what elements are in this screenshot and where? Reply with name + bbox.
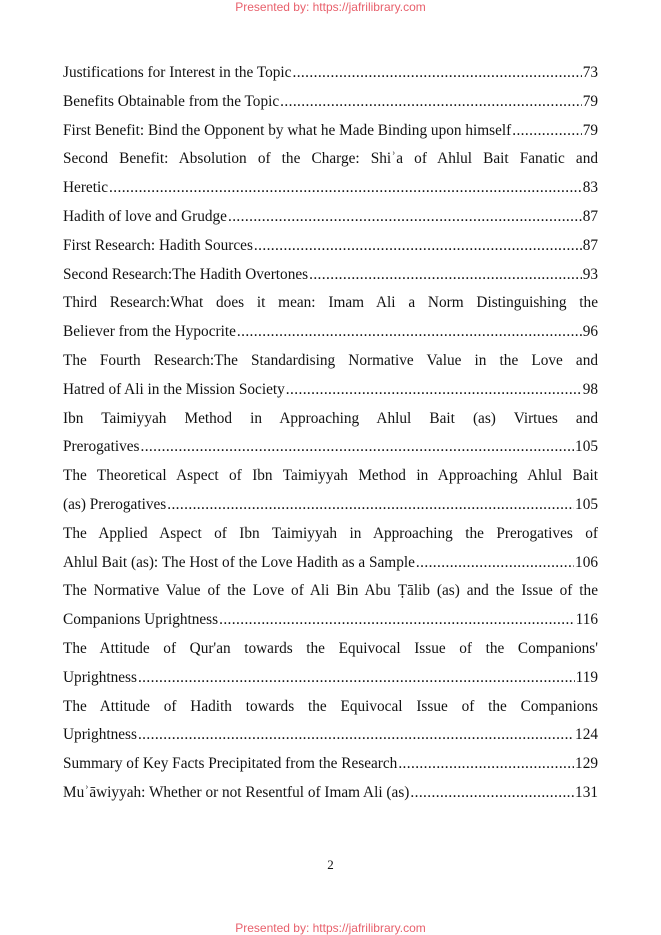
toc-entry-title: Second Research:The Hadith Overtones <box>63 265 309 283</box>
toc-entry[interactable] <box>63 577 598 635</box>
toc-entry-title: Benefits Obtainable from the Topic <box>63 92 280 110</box>
dot-leader <box>309 261 582 290</box>
toc-entry-page-number[interactable]: 96 <box>582 323 598 341</box>
dot-leader <box>280 88 582 117</box>
dot-leader <box>292 59 581 88</box>
dot-leader <box>410 779 574 808</box>
toc-entry[interactable] <box>63 635 598 693</box>
toc-entry[interactable] <box>63 750 598 779</box>
toc-entry-leader-line <box>63 721 598 750</box>
toc-entry-leader-line <box>63 491 598 520</box>
toc-entry-title-line: Third Research:What does it mean: Imam Ali a Norm Distinguishing the <box>63 294 598 312</box>
toc-entry-leader-line <box>63 232 598 261</box>
toc-entry-leader-line <box>63 261 598 290</box>
toc-entry-title: Heretic <box>63 179 109 197</box>
toc-entry-leader-line <box>63 174 598 203</box>
dot-leader <box>109 174 582 203</box>
toc-entry-leader-line <box>63 779 598 808</box>
toc-entry-leader-line <box>63 750 598 779</box>
toc-entry[interactable] <box>63 117 598 146</box>
dot-leader <box>167 491 574 520</box>
toc-entry-page-number[interactable]: 116 <box>575 611 598 629</box>
toc-entry-leader-line <box>63 117 598 146</box>
toc-entry-page-number[interactable]: 124 <box>575 726 598 744</box>
toc-entry-title: Muʾāwiyyah: Whether or not Resentful of Imam Ali (as) <box>63 783 410 801</box>
toc-entry-page-number[interactable]: 87 <box>582 236 598 254</box>
page-number: 2 <box>327 857 334 872</box>
toc-entry[interactable] <box>63 289 598 347</box>
toc-entry-page-number[interactable]: 79 <box>582 92 598 110</box>
dot-leader <box>512 117 581 146</box>
toc-entry[interactable] <box>63 779 598 808</box>
toc-entry-leader-line <box>63 376 598 405</box>
dot-leader <box>219 606 575 635</box>
toc-entry-title: Hatred of Ali in the Mission Society <box>63 380 285 398</box>
toc-entry-leader-line <box>63 664 598 693</box>
toc-entry[interactable] <box>63 88 598 117</box>
watermark-footer: Presented by: https://jafrilibrary.com <box>235 921 426 935</box>
toc-entry-title-line: The Fourth Research:The Standardising Normative Value in the Love and <box>63 351 598 369</box>
toc-entry-leader-line <box>63 549 598 578</box>
toc-entry[interactable] <box>63 59 598 88</box>
toc-entry-title: Companions Uprightness <box>63 611 219 629</box>
toc-entry[interactable] <box>63 232 598 261</box>
toc-entry[interactable] <box>63 520 598 578</box>
toc-entry-title: Prerogatives <box>63 438 140 456</box>
toc-entry-title: (as) Prerogatives <box>63 495 167 513</box>
toc-entry-page-number[interactable]: 105 <box>575 438 598 456</box>
toc-entry-leader-line <box>63 606 598 635</box>
toc-entry-title: Justifications for Interest in the Topic <box>63 64 292 81</box>
toc-entry-page-number[interactable]: 119 <box>575 668 598 686</box>
watermark-header: Presented by: https://jafrilibrary.com <box>235 0 426 14</box>
toc-entry-page-number[interactable]: 105 <box>575 495 598 513</box>
toc-entry[interactable] <box>63 462 598 520</box>
toc-entry-page-number[interactable]: 93 <box>582 265 598 283</box>
toc-entry-page-number[interactable]: 98 <box>582 380 598 398</box>
toc-entry-title: Believer from the Hypocrite <box>63 323 236 341</box>
toc-entry-title: Uprightness <box>63 668 137 686</box>
dot-leader <box>138 664 575 693</box>
toc-entry-title: Uprightness <box>63 726 137 744</box>
toc-entry-title-line: The Normative Value of the Love of Ali Bin Abu Ṭālib (as) and the Issue of the <box>63 582 598 600</box>
toc-entry-title-line: Ibn Taimiyyah Method in Approaching Ahlul Bait (as) Virtues and <box>63 409 598 427</box>
toc-entry-leader-line <box>63 203 598 232</box>
toc-entry-page-number[interactable]: 73 <box>582 64 598 81</box>
toc-entry-title: First Research: Hadith Sources <box>63 236 253 254</box>
toc-entry-page-number[interactable]: 83 <box>582 179 598 197</box>
toc-entry-title-line: The Theoretical Aspect of Ibn Taimiyyah Method in Approaching Ahlul Bait <box>63 467 598 485</box>
toc-entry-leader-line <box>63 88 598 117</box>
toc-entry[interactable] <box>63 405 598 463</box>
dot-leader <box>254 232 582 261</box>
toc-entry-leader-line <box>63 433 598 462</box>
dot-leader <box>237 318 582 347</box>
toc-entry-title-line: The Attitude of Qur'an towards the Equivocal Issue of the Companions' <box>63 639 598 657</box>
dot-leader <box>140 433 574 462</box>
toc-entry-title: Ahlul Bait (as): The Host of the Love Hadith as a Sample <box>63 553 415 571</box>
toc-entry[interactable] <box>63 261 598 290</box>
toc-entry-page-number[interactable]: 106 <box>575 553 598 571</box>
toc-entry-title: Hadith of love and Grudge <box>63 207 227 225</box>
toc-entry[interactable] <box>63 145 598 203</box>
dot-leader <box>286 376 582 405</box>
toc-entry-leader-line <box>63 318 598 347</box>
toc-entry-title: Summary of Key Facts Precipitated from the Research <box>63 755 398 773</box>
toc-entry[interactable] <box>63 347 598 405</box>
dot-leader <box>138 721 574 750</box>
toc-entry-leader-line <box>63 59 598 88</box>
toc-entry-title-line: The Applied Aspect of Ibn Taimiyyah in Approaching the Prerogatives of <box>63 524 598 542</box>
dot-leader <box>398 750 574 779</box>
toc-entry-page-number[interactable]: 131 <box>575 783 598 801</box>
toc-entry-page-number[interactable]: 87 <box>582 207 598 225</box>
dot-leader <box>228 203 582 232</box>
toc-entry[interactable] <box>63 203 598 232</box>
dot-leader <box>416 549 574 578</box>
toc-entry-title-line: Second Benefit: Absolution of the Charge: Shiʾa of Ahlul Bait Fanatic and <box>63 150 598 168</box>
toc-entry-page-number[interactable]: 79 <box>582 121 598 139</box>
toc-entry-title-line: The Attitude of Hadith towards the Equivocal Issue of the Companions <box>63 697 598 715</box>
toc-entry-title: First Benefit: Bind the Opponent by what he Made Binding upon himself <box>63 121 512 139</box>
toc-entry[interactable] <box>63 693 598 751</box>
table-of-contents <box>63 59 598 808</box>
toc-entry-page-number[interactable]: 129 <box>575 755 598 773</box>
